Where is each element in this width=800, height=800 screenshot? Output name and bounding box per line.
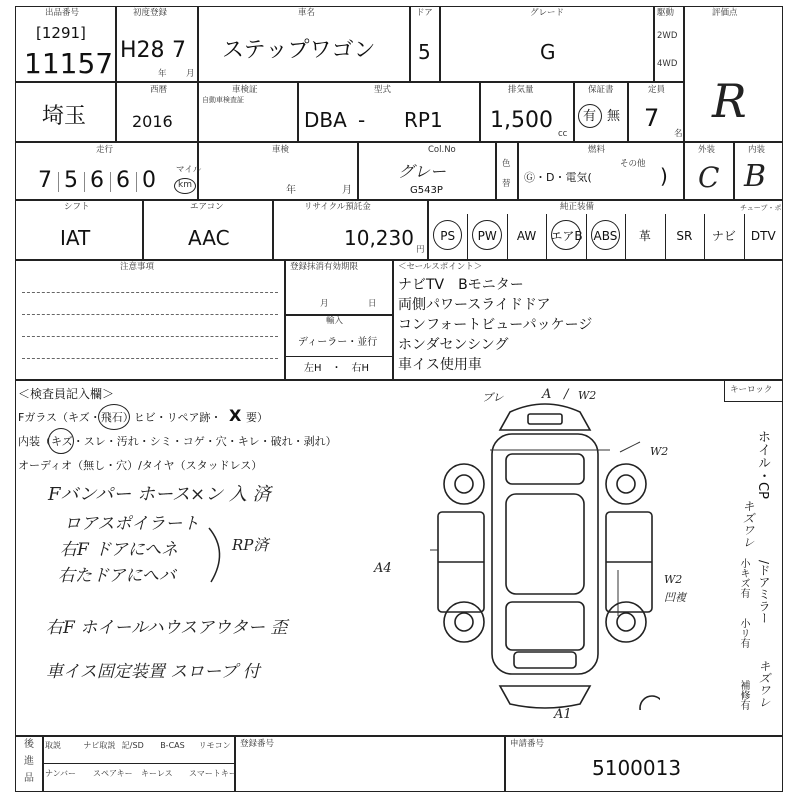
dealer-parallel: ディーラー・並行 [298,337,378,348]
inspector-line-1: Fガラス（キズ・飛石）ヒビ・リペア跡・ [18,411,222,424]
vertical-part-1: 小キズ有 [738,558,749,598]
mileage-separator [58,172,59,192]
equipment-item: SR [676,229,693,243]
equipment-separator [586,214,587,260]
diagram-left: A4 [374,561,392,576]
sales-point: 両側パワースライドドア [398,297,551,313]
equipment-separator [546,214,547,260]
recycle-header: リサイクル預託金 [304,202,371,212]
cert-note: 自動車検査証 [202,96,244,104]
doors-value: 5 [418,40,431,64]
serial-value: 5100013 [592,756,682,780]
reg-expiry-header: 登録抹消有効期限 [290,262,359,272]
displacement-header: 排気量 [508,85,534,95]
inspection-header: 車検 [272,145,290,155]
expiry-day: 日 [368,299,377,309]
sales-points-header: ＜セールスポイント＞ [398,262,483,272]
car-name-header: 車名 [298,8,316,18]
inspector-header: ＜検査員記入欄＞ [18,387,115,401]
expiry-month: 月 [320,299,329,309]
aircon-value: AAC [188,226,230,250]
accessory-divider [43,763,235,764]
car-diagram [430,387,660,710]
sales-point: 車イス使用車 [398,357,482,373]
exterior-header: 外装 [698,145,716,155]
displacement-value: 1,500 [490,108,553,133]
vertical-part-2: 小リ有 [738,618,749,648]
color-label-cell [496,142,518,200]
inspector-line-1-x: X [229,406,242,425]
mileage-digit: 0 [142,168,156,193]
equipment-separator [507,214,508,260]
equipment-item: DTV [750,229,776,243]
vertical-main: ホイル・CP [755,430,770,499]
footer-label: 品 [24,773,34,784]
seats-unit: 名 [674,129,683,139]
fuel-other: その他 [620,159,646,169]
mileage-separator [84,172,85,192]
warranty-header: 保証書 [588,85,614,95]
equipment-separator [704,214,705,260]
model-prefix: DBA [304,108,347,132]
note-wheelhouse: 右F ホイールハウスアウター 歪 [46,618,288,638]
lot-prefix: [1291] [36,24,86,42]
accessory-item: 記/SD [121,741,144,750]
year-value: 2016 [132,112,173,131]
serial-label: 申請番号 [510,739,545,749]
year-unit: 年 [158,69,167,79]
sales-point: ホンダセンシング [398,337,509,353]
vertical-right: /ドアミラー [757,560,771,625]
register-label: 登録番号 [240,739,275,749]
drive-2wd: 2WD [657,31,678,41]
accessory-item: スマートキー [189,769,237,778]
accessory-item: スペアキー [93,769,133,778]
score-header: 評価点 [712,8,738,18]
lot-number: 11157 [24,47,114,80]
note-wheelchair: 車イス固定装置 スロープ 付 [46,662,260,682]
equipment-check-circle [550,220,583,250]
keylock-header: キーロック [730,385,773,395]
equipment-item: 革 [638,229,651,243]
first-reg-era: H28 [120,38,165,63]
color-no-header: Col.No [428,145,456,155]
prefecture: 埼玉 [42,104,87,129]
equipment-item: ABS [593,229,618,243]
interior-header: 内装 [748,145,766,155]
diagram-right-lower-sub: 凹複 [664,591,686,604]
model-code: RP1 [404,108,443,132]
score-value: R [712,74,747,128]
mile-note: マイル [176,165,202,175]
sales-point: ナビTV Bモニター [398,277,524,293]
note-spoiler: ロアスポイラート [64,514,200,534]
equipment-check-circle [591,220,620,250]
diagram-bottom: A1 [554,707,572,722]
shift-header: シフト [64,202,90,212]
bracket-mark [205,526,235,586]
inspector-line-2: 内装（キズ・スレ・汚れ・シミ・コゲ・穴・キレ・破れ・剥れ） [18,435,337,448]
shift-value: IAT [60,226,91,250]
accessory-item: リモコン [198,741,231,750]
sales-point: コンフォートビューパッケージ [398,317,593,333]
color-code: G543P [410,185,443,196]
equipment-item: ナビ [711,229,736,243]
warranty-yes: 有 [583,109,597,124]
warranty-no: 無 [607,109,621,124]
aircon-header: エアコン [190,202,224,212]
diagram-top-3: / [564,387,569,402]
register-cell [235,736,505,792]
vertical-right-2: キズワレ [757,660,771,708]
lot-number-header: 出品番号 [45,8,80,18]
accessory-item: ナビ取説 [83,741,116,750]
diagram-top-1: ブレ [482,391,504,404]
equipment-check-circle [472,220,501,250]
note-rp: RP済 [232,536,269,554]
diagram-right-upper: W2 [650,445,669,458]
grade-value: G [540,40,556,64]
color-label-2: 替 [502,179,511,189]
mileage-digit: 6 [116,168,130,193]
recycle-value: 10,230 [344,226,414,250]
equipment-item: PS [440,229,456,243]
note-rear-door: 右たドアにへバ [58,566,176,586]
diagram-top-4: W2 [578,389,597,402]
displacement-unit: cc [558,129,568,139]
inspection-month: 月 [342,185,352,196]
equipment-item: PW [477,229,497,243]
fuel-close: ) [660,164,668,188]
car-name: ステップワゴン [222,38,376,63]
inspector-line-3: オーディオ（無し・穴）/タイヤ（スタッドレス） [18,459,263,472]
doors-header: ドア [416,8,433,18]
note-front-door: 右F ドアにへネ [60,540,179,560]
accessory-item: 取説 [45,741,61,750]
equipment-item: AW [516,229,537,243]
km-note: km [178,180,192,190]
mileage-digit: 7 [38,168,52,193]
inspection-year: 年 [286,185,296,196]
handle-side: 左H ・ 右H [304,363,370,374]
drive-header: 駆動 [657,8,675,18]
note-bumper: Fバンパー ホース×ン 入 済 [48,484,271,505]
color-name: グレー [398,162,447,181]
cert-header: 車検証 [232,85,258,95]
seats-header: 定員 [648,85,666,95]
mileage-digit: 5 [64,168,78,193]
mileage-digit: 6 [90,168,104,193]
scratch-circle [48,428,74,454]
first-reg-header: 初度登録 [133,8,168,18]
equipment-separator [467,214,468,260]
footer-label: 後 [24,739,34,750]
diagram-top-2: A [542,387,552,402]
vertical-mid: キズワレ [741,500,755,548]
mileage-header: 走行 [96,145,114,155]
grade-header: グレード [530,8,565,18]
equipment-separator [625,214,626,260]
notes-cell [15,260,285,380]
drive-4wd: 4WD [657,59,678,69]
model-dash: - [358,108,366,132]
vertical-part-3: 補修有 [738,680,749,710]
diagram-right-lower: W2 [664,573,683,586]
model-header: 型式 [374,85,392,95]
inspector-line-1-end: 要） [246,411,268,424]
equipment-separator [665,214,666,260]
exterior-grade: C [698,161,720,194]
month-unit: 月 [186,69,195,79]
fuel-options: Ⓖ・D・電気( [524,171,592,184]
western-header: 西暦 [150,85,168,95]
interior-grade: B [744,159,767,194]
recycle-yen: 円 [416,245,425,255]
first-reg-month: 7 [172,38,186,63]
equipment-header: 純正装備 [560,202,595,212]
notes-header: 注意事項 [120,262,155,272]
accessory-item: ナンバー [45,769,77,778]
color-label-1: 色 [502,159,511,169]
equipment-separator [744,214,745,260]
mileage-separator [136,172,137,192]
flying-stone-circle [98,404,130,430]
accessory-item: キーレス [141,769,173,778]
accessory-item: B-CAS [160,741,185,750]
mileage-separator [110,172,111,192]
import-label: 輸入 [326,316,344,326]
equipment-item: エアB [550,229,583,243]
footer-label: 進 [24,756,34,767]
option-note: チューブ・ポ [740,204,782,212]
fuel-header: 燃料 [588,145,606,155]
seats-value: 7 [644,104,660,132]
